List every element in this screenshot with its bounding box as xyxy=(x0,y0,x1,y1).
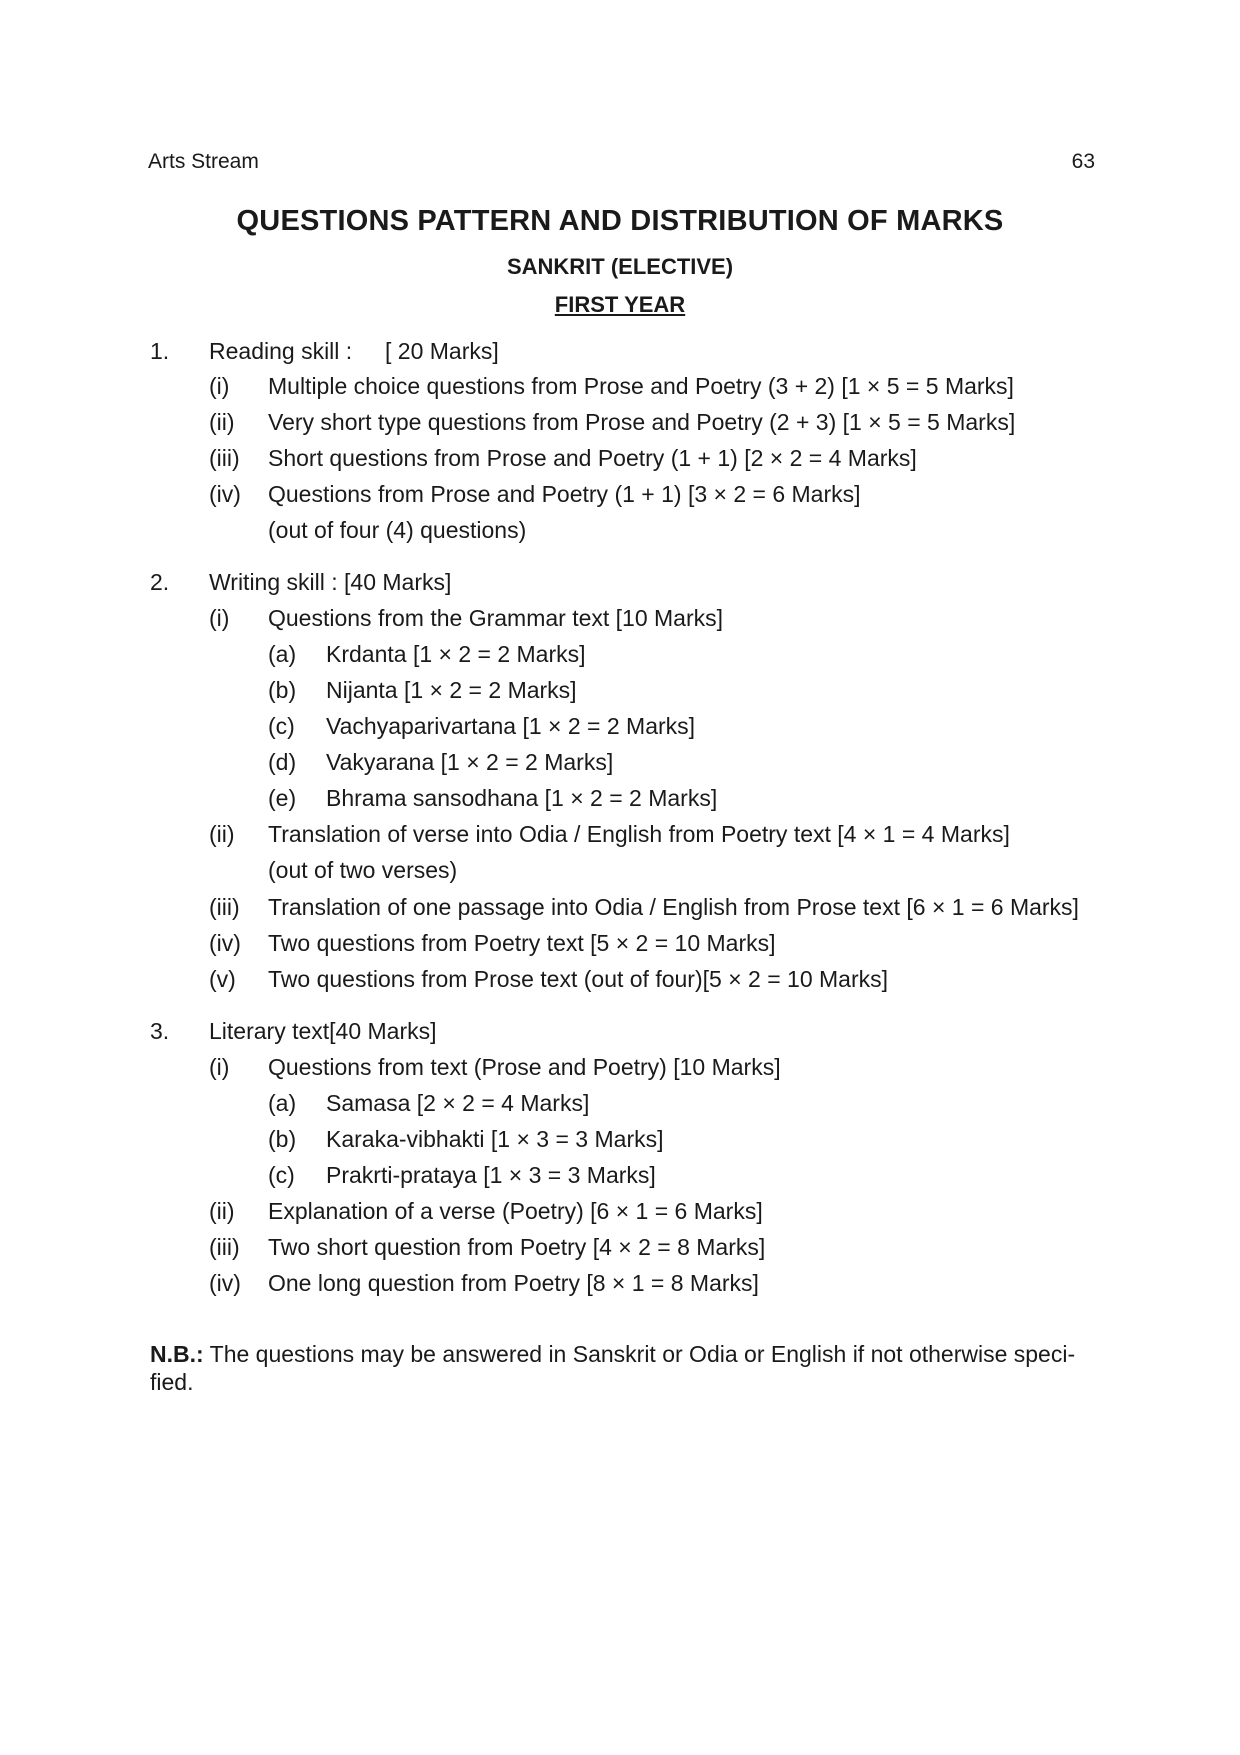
item-text: Questions from text (Prose and Poetry) [10 Marks] xyxy=(268,1054,781,1080)
item-text: Two short question from Poetry [4 × 2 = 8 Marks] xyxy=(268,1234,766,1260)
item-text: Multiple choice questions from Prose and Poetry (3 + 2) [1 × 5 = 5 Marks] xyxy=(268,373,1014,399)
item-text: Explanation of a verse (Poetry) [6 × 1 = 6 Marks] xyxy=(268,1198,763,1224)
item-number: (ii) xyxy=(209,1198,235,1224)
note xyxy=(150,1340,1080,1396)
item-number: (ii) xyxy=(209,409,235,435)
item-text: Translation of verse into Odia / English from Poetry text [4 × 1 = 4 Marks] xyxy=(268,821,1010,847)
note-label: N.B.: xyxy=(150,1341,204,1367)
item-number: (iii) xyxy=(209,445,240,471)
subitem-number: (c) xyxy=(268,713,295,739)
item-text: Two questions from Poetry text [5 × 2 = 10 Marks] xyxy=(268,930,776,956)
running-header: Arts Stream xyxy=(148,150,259,173)
section-number: 1. xyxy=(150,338,170,364)
subitem-number: (b) xyxy=(268,1126,297,1152)
item-number: (ii) xyxy=(209,821,235,847)
subitem-text: Vakyarana [1 × 2 = 2 Marks] xyxy=(326,749,614,775)
item-text: Translation of one passage into Odia / English from Prose text [6 × 1 = 6 Marks] xyxy=(268,894,1079,920)
subitem-text: Karaka-vibhakti [1 × 3 = 3 Marks] xyxy=(326,1126,664,1152)
subitem-number: (b) xyxy=(268,677,297,703)
item-number: (iv) xyxy=(209,930,241,956)
note-text: The questions may be answered in Sanskrit or Odia or English if not otherwise speci-fied. xyxy=(150,1341,1076,1395)
section-label: Reading skill : xyxy=(209,338,353,364)
item-text: One long question from Poetry [8 × 1 = 8 Marks] xyxy=(268,1270,759,1296)
item-continuation: (out of four (4) questions) xyxy=(268,517,527,543)
item-continuation: (out of two verses) xyxy=(268,857,458,883)
subitem-text: Krdanta [1 × 2 = 2 Marks] xyxy=(326,641,586,667)
item-number: (i) xyxy=(209,1054,230,1080)
section-label: Literary text[40 Marks] xyxy=(209,1018,437,1044)
item-number: (iii) xyxy=(209,894,240,920)
item-number: (iv) xyxy=(209,1270,241,1296)
item-number: (v) xyxy=(209,966,236,992)
section-number: 2. xyxy=(150,569,170,595)
subitem-text: Samasa [2 × 2 = 4 Marks] xyxy=(326,1090,590,1116)
item-text: Short questions from Prose and Poetry (1 + 1) [2 × 2 = 4 Marks] xyxy=(268,445,917,471)
subitem-number: (e) xyxy=(268,785,297,811)
subject-subtitle: SANKRIT (ELECTIVE) xyxy=(506,254,734,279)
page-number: 63 xyxy=(1071,150,1095,173)
subitem-text: Bhrama sansodhana [1 × 2 = 2 Marks] xyxy=(326,785,718,811)
subitem-number: (d) xyxy=(268,749,297,775)
item-text: Very short type questions from Prose and Poetry (2 + 3) [1 × 5 = 5 Marks] xyxy=(268,409,1016,435)
item-number: (iv) xyxy=(209,481,241,507)
section-marks: [ 20 Marks] xyxy=(385,338,499,364)
item-number: (iii) xyxy=(209,1234,240,1260)
subitem-text: Nijanta [1 × 2 = 2 Marks] xyxy=(326,677,577,703)
item-text: Questions from Prose and Poetry (1 + 1) [3 × 2 = 6 Marks] xyxy=(268,481,861,507)
subitem-number: (a) xyxy=(268,1090,297,1116)
item-number: (i) xyxy=(209,605,230,631)
subitem-text: Vachyaparivartana [1 × 2 = 2 Marks] xyxy=(326,713,696,739)
page-title: QUESTIONS PATTERN AND DISTRIBUTION OF MARKS xyxy=(236,205,1004,237)
subitem-text: Prakrti-prataya [1 × 3 = 3 Marks] xyxy=(326,1162,656,1188)
item-text: Questions from the Grammar text [10 Marks] xyxy=(268,605,724,631)
item-number: (i) xyxy=(209,373,230,399)
section-number: 3. xyxy=(150,1018,170,1044)
subitem-number: (c) xyxy=(268,1162,295,1188)
item-text: Two questions from Prose text (out of four)[5 × 2 = 10 Marks] xyxy=(268,966,889,992)
section-label: Writing skill : [40 Marks] xyxy=(209,569,452,595)
year-heading: FIRST YEAR xyxy=(554,292,686,317)
subitem-number: (a) xyxy=(268,641,297,667)
